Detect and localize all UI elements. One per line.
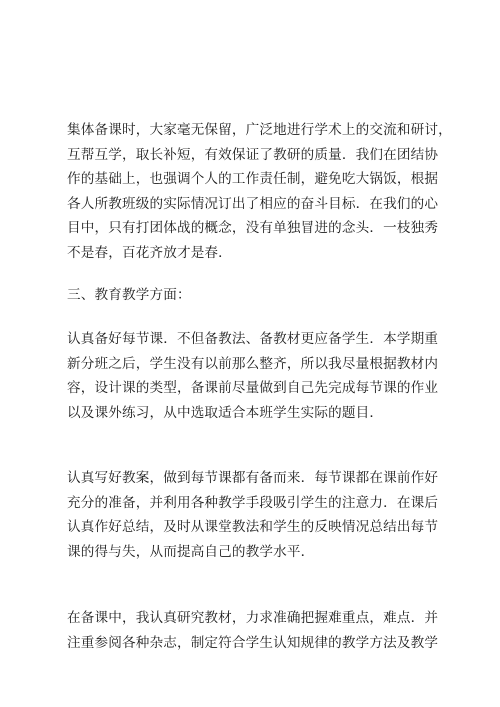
text-line: 不是春，百花齐放才是春． [67,244,232,261]
text-line: 目中，只有打团体战的概念，没有单独冒进的念头．一枝独秀 [67,220,439,236]
text-line: 认真作好总结，及时从课堂教法和学生的反映情况总结出每节 [67,519,439,535]
text-line: 以及课外练习，从中选取适合本班学生实际的题目． [67,404,384,421]
paragraph-prepare-lessons [67,327,447,425]
section-heading-text: 三、教育教学方面： [67,287,191,303]
text-line: 认真写好教案，做到每节课都有备而来．每节课都在课前作好 [67,470,439,486]
text-line: 课的得与失，从而提高自己的教学水平． [67,543,315,560]
text-line: 注重参阅各种杂志，制定符合学生认知规律的教学方法及教学 [67,634,439,651]
text-line: 容，设计课的类型，备课前尽量做到自己先完成每节课的作业 [67,380,439,396]
text-line: 作的基础上，也强调个人的工作责任制，避免吃大锅饭，根据 [67,171,439,187]
section-heading-teaching [67,283,447,308]
paragraph-lesson-plans [67,466,447,564]
paragraph-study-materials [67,606,447,655]
text-line: 各人所教班级的实际情况订出了相应的奋斗目标．在我们的心 [67,195,439,212]
text-line: 集体备课时，大家毫无保留，广泛地进行学术上的交流和研讨， [67,122,452,138]
text-line: 充分的准备，并利用各种教学手段吸引学生的注意力．在课后 [67,494,439,511]
text-line: 互帮互学，取长补短，有效保证了教研的质量．我们在团结协 [67,146,439,163]
text-line: 在备课中，我认真研究教材，力求准确把握难重点，难点．并 [67,610,439,626]
text-line: 新分班之后，学生没有以前那么整齐，所以我尽量根据教材内 [67,355,439,372]
paragraph-collective-lesson-prep [67,118,452,265]
text-line: 认真备好每节课．不但备教法、备教材更应备学生．本学期重 [67,331,439,347]
